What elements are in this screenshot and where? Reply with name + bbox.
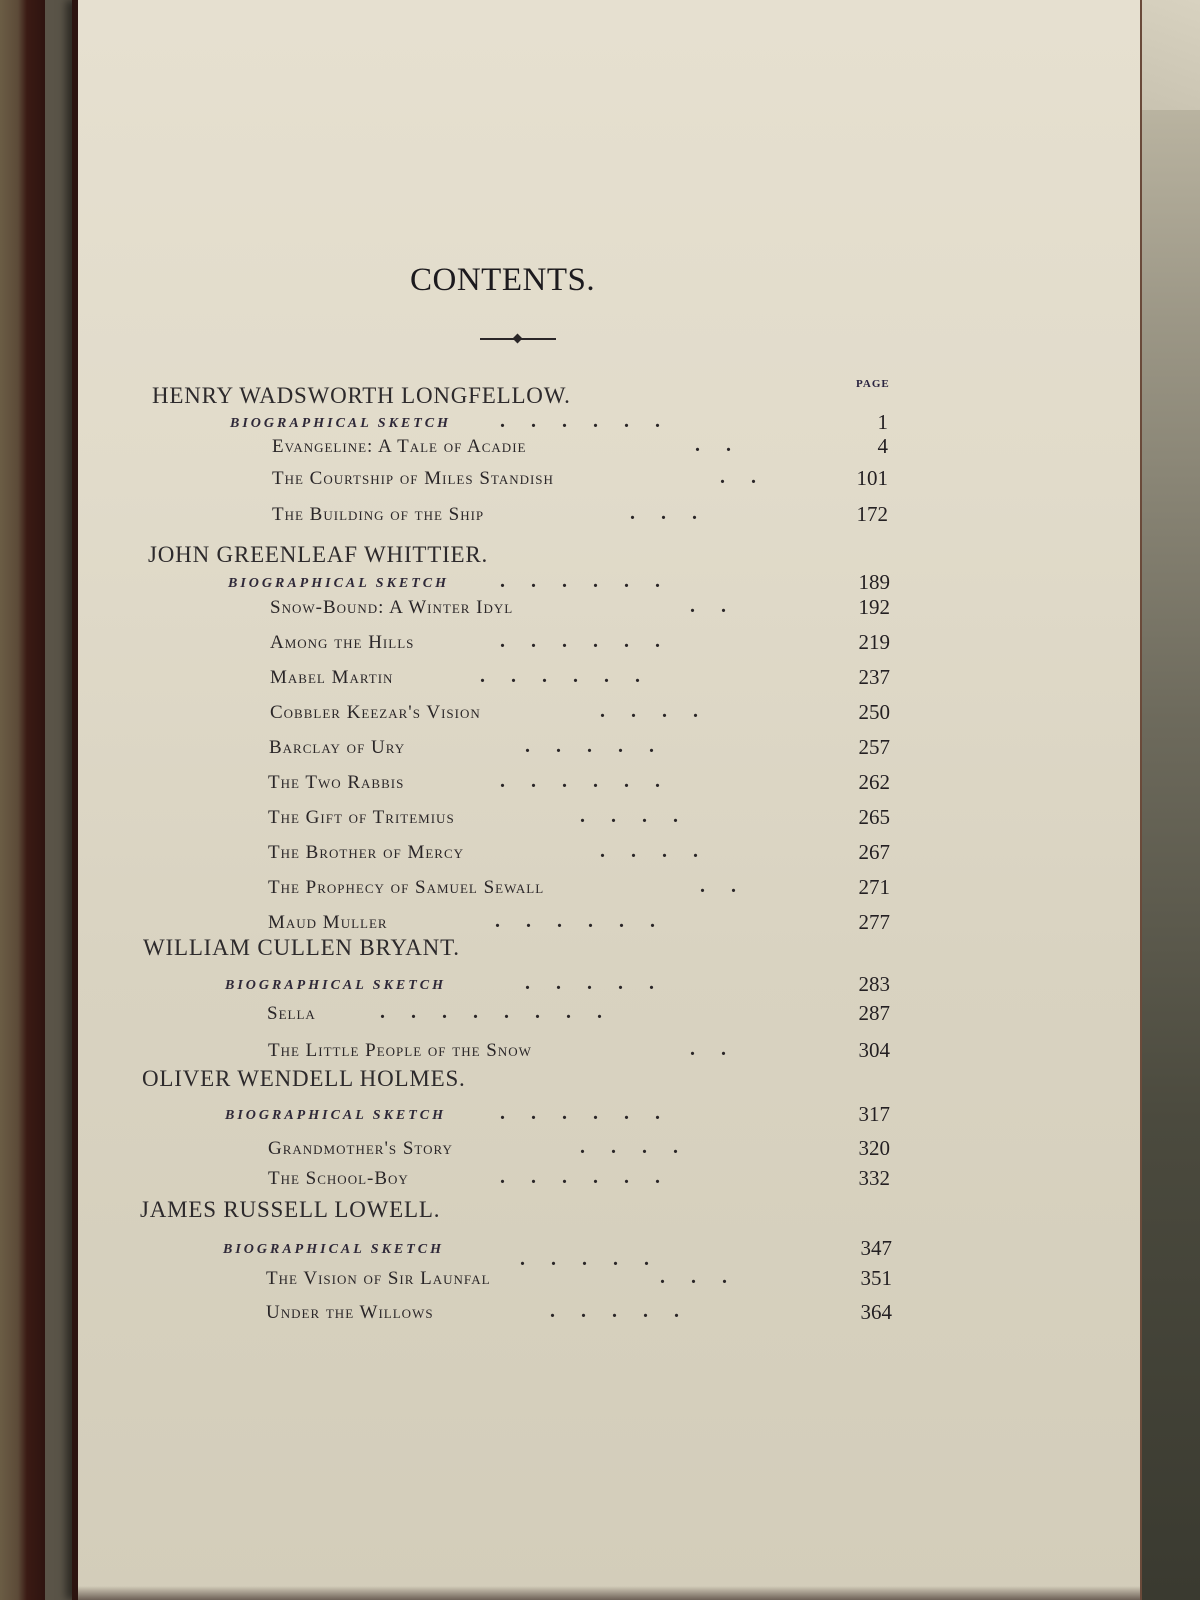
page-number: 271 [858,875,890,899]
page-number: 320 [858,1136,890,1160]
page-number: 219 [858,630,890,654]
work-title-entry: Snow-Bound: A Winter Idyl [270,597,514,618]
page-number: 192 [858,595,890,619]
page-number: 283 [858,972,890,996]
dot-leader: ...... [495,910,681,932]
author-heading: JAMES RUSSELL LOWELL. [140,1197,441,1222]
dot-leader: ... [660,1266,753,1288]
work-title-entry: The Vision of Sir Launfal [266,1268,491,1289]
page-number: 4 [877,434,888,458]
dot-leader: ...... [500,1102,686,1124]
page-number: 172 [856,502,888,526]
author-heading: OLIVER WENDELL HOLMES. [142,1066,466,1091]
dot-leader: ..... [520,1248,675,1270]
dot-leader: .. [695,434,757,456]
author-heading: HENRY WADSWORTH LONGFELLOW. [152,383,571,408]
dot-leader: .... [600,700,724,722]
dot-leader: ........ [380,1001,628,1023]
dot-leader: .... [600,840,724,862]
page-title: CONTENTS. [410,262,596,298]
work-title-entry: Sella [267,1003,316,1024]
page-number: 267 [858,840,890,864]
work-title-entry: Among the Hills [270,632,415,653]
work-title-entry: Grandmother's Story [268,1138,453,1159]
page-number: 1 [877,410,888,434]
work-title-entry: The Courtship of Miles Standish [272,468,554,489]
page-number: 237 [858,665,890,689]
page-number: 364 [860,1300,892,1324]
page-number: 257 [858,735,890,759]
dot-leader: ...... [500,410,686,432]
dot-leader: ..... [525,735,680,757]
dot-leader: .. [690,1038,752,1060]
page-number: 265 [858,805,890,829]
page-number: 277 [858,910,890,934]
page-number: 287 [858,1001,890,1025]
work-title-entry: The Gift of Tritemius [268,807,455,828]
biographical-sketch-entry: BIOGRAPHICAL SKETCH [225,1108,447,1123]
dot-leader: ...... [500,570,686,592]
ornament-divider-icon [480,338,556,340]
page-column-label: PAGE [856,378,890,390]
biographical-sketch-entry: BIOGRAPHICAL SKETCH [225,978,447,993]
work-title-entry: The School-Boy [268,1168,409,1189]
dot-leader: .. [700,875,762,897]
dot-leader: .. [690,595,752,617]
work-title-entry: Under the Willows [266,1302,434,1323]
dot-leader: ...... [500,1166,686,1188]
page-number: 351 [860,1266,892,1290]
page-number: 347 [860,1236,892,1260]
dot-leader: ... [630,502,723,524]
page-number: 332 [858,1166,890,1190]
page-number: 317 [858,1102,890,1126]
biographical-sketch-entry: BIOGRAPHICAL SKETCH [230,416,452,431]
dot-leader: ...... [500,630,686,652]
dot-leader: .. [720,466,782,488]
page-number: 189 [858,570,890,594]
page-number: 101 [856,466,888,490]
dot-leader: ..... [550,1300,705,1322]
page-number: 262 [858,770,890,794]
work-title-entry: The Prophecy of Samuel Sewall [268,877,545,898]
dot-leader: .... [580,1136,704,1158]
dot-leader: ..... [525,972,680,994]
work-title-entry: Evangeline: A Tale of Acadie [272,436,527,457]
work-title-entry: Maud Muller [268,912,388,933]
work-title-entry: Mabel Martin [270,667,394,688]
book-page [78,0,1142,1600]
page-number: 250 [858,700,890,724]
page-bottom-shadow [78,1586,1140,1600]
author-heading: JOHN GREENLEAF WHITTIER. [148,542,489,567]
dot-leader: .... [580,805,704,827]
work-title-entry: The Little People of the Snow [268,1040,532,1061]
biographical-sketch-entry: BIOGRAPHICAL SKETCH [223,1242,445,1257]
work-title-entry: The Brother of Mercy [268,842,465,863]
biographical-sketch-entry: BIOGRAPHICAL SKETCH [228,576,450,591]
book-binding-left [0,0,45,1600]
page-number: 304 [858,1038,890,1062]
work-title-entry: Cobbler Keezar's Vision [270,702,481,723]
work-title-entry: The Two Rabbis [268,772,405,793]
work-title-entry: The Building of the Ship [272,504,485,525]
dot-leader: ...... [480,665,666,687]
author-heading: WILLIAM CULLEN BRYANT. [143,935,460,960]
dot-leader: ...... [500,770,686,792]
work-title-entry: Barclay of Ury [269,737,406,758]
